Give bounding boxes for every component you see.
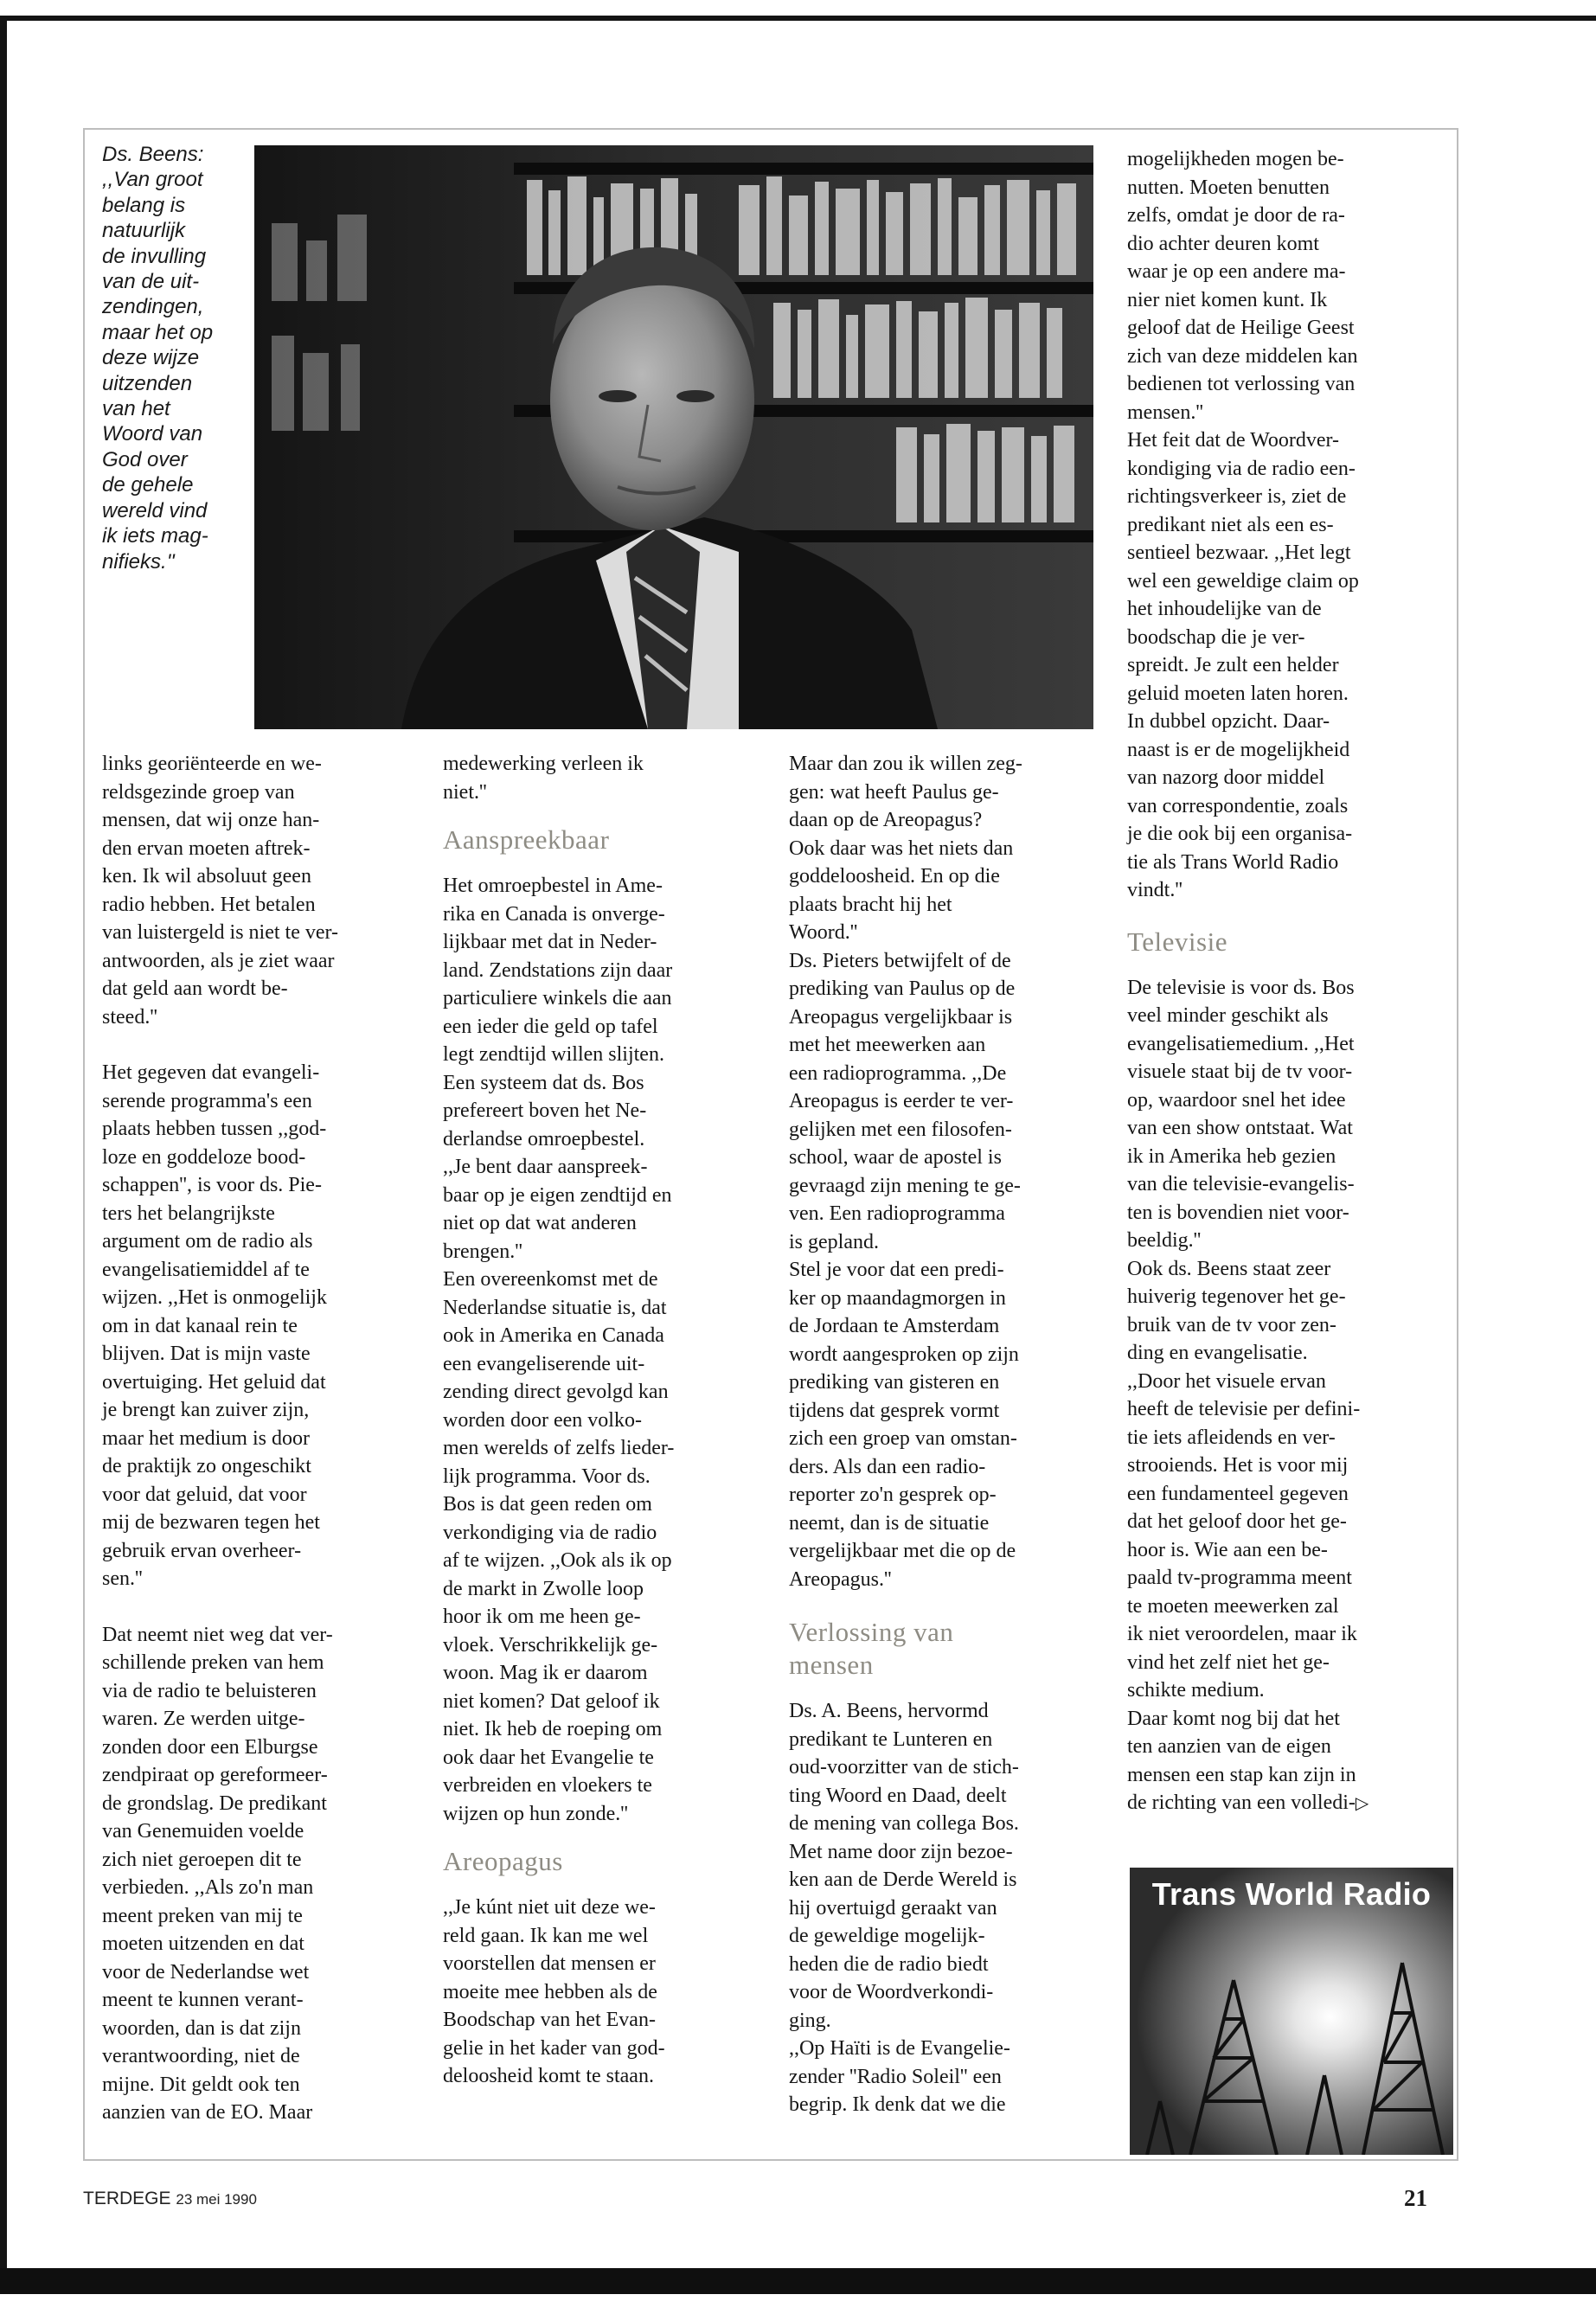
article-line: je die ook bij een organisa- bbox=[1127, 823, 1353, 845]
article-line: plaats bracht hij het bbox=[789, 893, 952, 916]
article-line: van Genemuiden voelde bbox=[102, 1820, 304, 1843]
article-line: sen.'' bbox=[102, 1567, 143, 1590]
article-line: van die televisie-evangelis- bbox=[1127, 1173, 1355, 1195]
article-line: gevraagd zijn mening te ge- bbox=[789, 1174, 1021, 1197]
article-line: verbreiden en vloekers te bbox=[443, 1774, 652, 1797]
article-line: legt zendtijd willen slijten. bbox=[443, 1043, 664, 1066]
article-line: om in dat kanaal rein te bbox=[102, 1314, 298, 1337]
article-column-2 bbox=[443, 750, 754, 2091]
article-line: daan op de Areopagus? bbox=[789, 809, 983, 831]
article-line: je brengt kan zuiver zijn, bbox=[102, 1399, 310, 1421]
article-line: Ds. Pieters betwijfelt of de bbox=[789, 949, 1011, 972]
article-line: land. Zendstations zijn daar bbox=[443, 958, 673, 982]
caption-line: de gehele bbox=[102, 473, 194, 497]
article-line: lijk programma. Voor ds. bbox=[443, 1465, 651, 1488]
portrait-photo-graphic bbox=[254, 145, 1093, 729]
top-border-rule bbox=[0, 16, 1596, 21]
article-line: ders. Als dan een radio- bbox=[789, 1455, 986, 1478]
article-line: spreidt. Je zult een helder bbox=[1127, 654, 1339, 676]
publication-date: 23 mei 1990 bbox=[176, 2191, 257, 2208]
column-4-section-a bbox=[1127, 145, 1439, 905]
article-line: een fundamenteel gegeven bbox=[1127, 1482, 1349, 1505]
article-line: vloek. Verschrikkelijk ge- bbox=[443, 1633, 658, 1657]
article-line: zender ''Radio Soleil'' een bbox=[789, 2065, 1002, 2088]
article-line: Het feit dat de Woordver- bbox=[1127, 429, 1340, 452]
article-line: radio hebben. Het betalen bbox=[102, 893, 316, 916]
column-3-section-b bbox=[789, 1697, 1100, 2119]
article-line: gelijken met een filosofen- bbox=[789, 1118, 1012, 1141]
caption-line: ik iets mag- bbox=[102, 524, 208, 548]
article-line: moeite mee hebben als de bbox=[443, 1980, 657, 2003]
article-column-3 bbox=[789, 750, 1100, 2119]
article-line: reldsgezinde groep van bbox=[102, 780, 295, 804]
article-line: paald tv-programma meent bbox=[1127, 1567, 1352, 1589]
article-line: reld gaan. Ik kan me wel bbox=[443, 1924, 649, 1947]
article-line: mensen, dat wij onze han- bbox=[102, 809, 320, 831]
article-line: ik niet veroordelen, maar ik bbox=[1127, 1623, 1357, 1645]
article-line: woorden, dan is dat zijn bbox=[102, 2016, 301, 2040]
article-line: is gepland. bbox=[789, 1230, 879, 1253]
article-line: brengen.'' bbox=[443, 1240, 522, 1263]
article-line: heden die de radio biedt bbox=[789, 1952, 989, 1976]
article-line: Areopagus vergelijkbaar is bbox=[789, 1005, 1013, 1029]
article-line: niet. Ik heb de roeping om bbox=[443, 1718, 663, 1740]
article-line: meent te kunnen verant- bbox=[102, 1989, 304, 2011]
article-line: huiverig tegenover het ge- bbox=[1127, 1285, 1346, 1308]
photo-caption bbox=[102, 142, 239, 574]
caption-line: maar het op bbox=[102, 320, 214, 344]
article-line: Dat neemt niet weg dat ver- bbox=[102, 1623, 333, 1646]
article-line: schillende preken van hem bbox=[102, 1651, 324, 1674]
column-2-section-a bbox=[443, 872, 754, 1828]
article-line: ,,Je bent daar aanspreek- bbox=[443, 1156, 648, 1178]
article-line: schikte medium. bbox=[1127, 1679, 1265, 1702]
article-line: ook daar het Evangelie te bbox=[443, 1746, 654, 1769]
article-line: vind het zelf niet het ge- bbox=[1127, 1650, 1330, 1674]
article-line: ,,Je kúnt niet uit deze we- bbox=[443, 1896, 656, 1919]
article-line: zendpiraat op gereformeer- bbox=[102, 1764, 328, 1786]
article-line: bedienen tot verlossing van bbox=[1127, 373, 1356, 395]
article-line: dio achter deuren komt bbox=[1127, 232, 1319, 255]
article-line: verantwoording, niet de bbox=[102, 2045, 300, 2067]
article-line: zich van deze middelen kan bbox=[1127, 344, 1358, 368]
column-2-intro-text bbox=[443, 750, 754, 806]
article-line: goddeloosheid. En op die bbox=[789, 865, 1000, 888]
article-line: links georiënteerde en we- bbox=[102, 753, 322, 775]
article-line: een radioprogramma. ,,De bbox=[789, 1061, 1007, 1085]
article-line: Ds. A. Beens, hervormd bbox=[789, 1700, 989, 1722]
left-border-rule bbox=[0, 16, 7, 2273]
article-line: via de radio te beluisteren bbox=[102, 1679, 317, 1702]
article-line: hoor is. Wie aan een be- bbox=[1127, 1538, 1328, 1561]
article-line: Areopagus.'' bbox=[789, 1567, 892, 1591]
article-line: op, waardoor snel het idee bbox=[1127, 1088, 1346, 1112]
article-line: ven. Een radioprogramma bbox=[789, 1202, 1005, 1225]
column-2-section-b bbox=[443, 1894, 754, 2091]
article-line: ik in Amerika heb gezien bbox=[1127, 1144, 1336, 1168]
article-line: van een show ontstaat. Wat bbox=[1127, 1117, 1353, 1139]
article-line: te moeten meewerken zal bbox=[1127, 1594, 1339, 1618]
article-line: antwoorden, als je ziet waar bbox=[102, 949, 335, 972]
article-line: ding en evangelisatie. bbox=[1127, 1342, 1308, 1364]
article-line: Een overeenkomst met de bbox=[443, 1268, 658, 1291]
article-line: serende programma's een bbox=[102, 1089, 312, 1112]
article-line: hoor ik om me heen ge- bbox=[443, 1606, 641, 1628]
column-4-section-b bbox=[1127, 974, 1439, 1817]
caption-line: nifieks.'' bbox=[102, 549, 175, 574]
article-line: een evangeliserende uit- bbox=[443, 1352, 645, 1375]
article-line: van luistergeld is niet te ver- bbox=[102, 921, 338, 944]
trans-world-radio-title: Trans World Radio bbox=[1151, 1876, 1432, 1912]
caption-line: zendingen, bbox=[102, 295, 204, 319]
article-line: visuele staat bij de tv voor- bbox=[1127, 1061, 1353, 1083]
article-line: ten is bovendien niet voor- bbox=[1127, 1201, 1349, 1224]
article-line: de geweldige mogelijk- bbox=[789, 1925, 985, 1947]
article-line: prediking van gisteren en bbox=[789, 1371, 1000, 1394]
article-line: af te wijzen. ,,Ook als ik op bbox=[443, 1549, 672, 1572]
article-line: particuliere winkels die aan bbox=[443, 987, 672, 1009]
article-line: de mening van collega Bos. bbox=[789, 1812, 1019, 1835]
article-line: ,,Door het visuele ervan bbox=[1127, 1369, 1326, 1393]
bottom-border-rule bbox=[0, 2268, 1596, 2294]
article-line: meent preken van mij te bbox=[102, 1904, 303, 1927]
article-line: wel een geweldige claim op bbox=[1127, 569, 1359, 593]
article-line: steed.'' bbox=[102, 1005, 157, 1029]
article-line: maar het medium is door bbox=[102, 1426, 310, 1450]
article-line: dat geld aan wordt be- bbox=[102, 977, 288, 1000]
article-line: argument om de radio als bbox=[102, 1230, 313, 1253]
article-line: derlandse omroepbestel. bbox=[443, 1127, 645, 1150]
caption-line: wereld vind bbox=[102, 498, 208, 522]
article-line: kondiging via de radio een- bbox=[1127, 457, 1356, 480]
caption-line: uitzenden bbox=[102, 371, 193, 395]
article-line: zich een groep van omstan- bbox=[789, 1427, 1017, 1450]
article-line: blijven. Dat is mijn vaste bbox=[102, 1343, 311, 1365]
article-line: Ook ds. Beens staat zeer bbox=[1127, 1257, 1331, 1280]
article-line: ken aan de Derde Wereld is bbox=[789, 1868, 1017, 1891]
caption-line: de invulling bbox=[102, 244, 207, 268]
heading-areopagus: Areopagus bbox=[443, 1846, 563, 1876]
article-line: vergelijkbaar met die op de bbox=[789, 1540, 1016, 1562]
caption-line: belang is bbox=[102, 193, 186, 217]
article-line: predikant te Lunteren en bbox=[789, 1727, 993, 1751]
article-line: worden door een volko- bbox=[443, 1408, 642, 1432]
article-line: van nazorg door middel bbox=[1127, 766, 1325, 789]
article-line: sentieel bezwaar. ,,Het legt bbox=[1127, 542, 1351, 564]
trans-world-radio-photo bbox=[1130, 1868, 1453, 2155]
article-line: Boodschap van het Evan- bbox=[443, 2009, 656, 2031]
page-number: 21 bbox=[1404, 2185, 1427, 2211]
article-line: Bos is dat geen reden om bbox=[443, 1493, 652, 1516]
article-line: voor dat geluid, dat voor bbox=[102, 1483, 307, 1506]
caption-line: deze wijze bbox=[102, 346, 200, 370]
article-line: schappen'', is voor ds. Pie- bbox=[102, 1174, 322, 1196]
article-line: niet.'' bbox=[443, 780, 487, 804]
article-line: de praktijk zo ongeschikt bbox=[102, 1455, 311, 1477]
article-line: rika en Canada is onverge- bbox=[443, 902, 665, 926]
article-line: ker op maandagmorgen in bbox=[789, 1286, 1006, 1310]
article-line: tie iets afleidends en ver- bbox=[1127, 1426, 1336, 1449]
paragraph-gap bbox=[102, 1031, 396, 1059]
article-line: evangelisatiemiddel af te bbox=[102, 1258, 310, 1281]
article-line: verkondiging via de radio bbox=[443, 1521, 657, 1544]
article-line: Stel je voor dat een predi- bbox=[789, 1259, 1004, 1281]
article-line: Een systeem dat ds. Bos bbox=[443, 1071, 644, 1094]
article-line: prediking van Paulus op de bbox=[789, 977, 1016, 1000]
article-line: plaats hebben tussen ,,god- bbox=[102, 1118, 327, 1140]
article-line: verbieden. ,,Als zo'n man bbox=[102, 1876, 314, 1899]
article-line: baar op je eigen zendtijd en bbox=[443, 1183, 672, 1207]
article-line: de grondslag. De predikant bbox=[102, 1791, 327, 1815]
article-line: de Jordaan te Amsterdam bbox=[789, 1315, 1000, 1337]
article-line: mensen.'' bbox=[1127, 401, 1203, 424]
paragraph-gap bbox=[102, 1593, 396, 1621]
article-line: lijkbaar met dat in Neder- bbox=[443, 931, 657, 953]
heading-aanspreekbaar: Aanspreekbaar bbox=[443, 824, 610, 855]
article-line: boodschap die je ver- bbox=[1127, 625, 1305, 649]
article-line: richtingsverkeer is, ziet de bbox=[1127, 485, 1347, 508]
article-line: woon. Mag ik er daarom bbox=[443, 1662, 648, 1684]
article-line: tijdens dat gesprek vormt bbox=[789, 1399, 1000, 1422]
article-line: dat het geloof door het ge- bbox=[1127, 1510, 1347, 1533]
article-line: gelie in het kader van god- bbox=[443, 2036, 665, 2060]
article-line: aanzien van de EO. Maar bbox=[102, 2101, 313, 2124]
column-3-section-a bbox=[789, 750, 1100, 1593]
article-line: wordt aangesproken op zijn bbox=[789, 1343, 1019, 1366]
article-line: mogelijkheden mogen be- bbox=[1127, 148, 1344, 170]
article-line: nier niet komen kunt. Ik bbox=[1127, 288, 1328, 311]
article-line: strooiends. Het is voor mij bbox=[1127, 1454, 1349, 1477]
article-line: waren. Ze werden uitge- bbox=[102, 1708, 305, 1730]
article-line: neemt, dan is de situatie bbox=[789, 1511, 990, 1535]
article-line: niet komen? Dat geloof ik bbox=[443, 1689, 660, 1713]
article-line: In dubbel opzicht. Daar- bbox=[1127, 710, 1330, 733]
article-line: overtuiging. Het geluid dat bbox=[102, 1370, 326, 1394]
article-line: mensen een stap kan zijn in bbox=[1127, 1763, 1356, 1786]
article-line: Ook daar was het niets dan bbox=[789, 836, 1014, 860]
article-line: Het omroepbestel in Ame- bbox=[443, 875, 663, 897]
article-line: zending direct gevolgd kan bbox=[443, 1381, 669, 1403]
article-line: van correspondentie, zoals bbox=[1127, 794, 1349, 817]
article-line: zonden door een Elburgse bbox=[102, 1735, 318, 1759]
article-line: ging. bbox=[789, 2009, 831, 2032]
article-line: deloosheid komt te staan. bbox=[443, 2065, 654, 2087]
article-line: met het meewerken aan bbox=[789, 1034, 986, 1056]
heading-televisie: Televisie bbox=[1127, 926, 1227, 957]
footer-publication bbox=[83, 2189, 257, 2209]
article-line: hij overtuigd geraakt van bbox=[789, 1896, 997, 1920]
article-line: loze en goddeloze bood- bbox=[102, 1145, 306, 1169]
article-line: predikant niet als een es- bbox=[1127, 513, 1334, 536]
article-line: oud-voorzitter van de stich- bbox=[789, 1756, 1019, 1779]
article-line: zich niet geroepen dit te bbox=[102, 1848, 302, 1871]
article-line: het inhoudelijke van de bbox=[1127, 598, 1322, 620]
caption-line: van de uit- bbox=[102, 270, 200, 294]
article-line: Daar komt nog bij dat het bbox=[1127, 1707, 1340, 1730]
article-line: ten aanzien van de eigen bbox=[1127, 1735, 1331, 1758]
article-line: evangelisatiemedium. ,,Het bbox=[1127, 1032, 1355, 1055]
heading-verlossing: Verlossing van mensen bbox=[789, 1617, 954, 1680]
article-line: voor de Woordverkondi- bbox=[789, 1981, 994, 2003]
article-line: gebruik ervan overheer- bbox=[102, 1539, 302, 1562]
article-line: Nederlandse situatie is, dat bbox=[443, 1296, 667, 1319]
article-line: ook in Amerika en Canada bbox=[443, 1324, 664, 1347]
caption-line: natuurlijk bbox=[102, 219, 186, 243]
article-line: reporter zo'n gesprek op- bbox=[789, 1484, 997, 1506]
article-column-1 bbox=[102, 750, 396, 2127]
article-line: zelfs, omdat je door de ra- bbox=[1127, 204, 1345, 227]
caption-line: Woord van bbox=[102, 422, 203, 446]
article-line: de richting van een volledi- bbox=[1127, 1791, 1356, 1814]
article-line: Woord.'' bbox=[789, 921, 858, 944]
caption-line: van het bbox=[102, 397, 170, 421]
article-line: ,,Op Haïti is de Evangelie- bbox=[789, 2037, 1010, 2060]
article-line: heeft de televisie per defini- bbox=[1127, 1398, 1361, 1420]
article-line: naast is er de mogelijkheid bbox=[1127, 738, 1350, 761]
article-line: bruik van de tv voor zen- bbox=[1127, 1313, 1336, 1336]
article-line: ken. Ik wil absoluut geen bbox=[102, 865, 311, 888]
article-line: school, waar de apostel is bbox=[789, 1146, 1002, 1169]
article-line: ting Woord en Daad, deelt bbox=[789, 1784, 1007, 1807]
article-line: medewerking verleen ik bbox=[443, 753, 644, 775]
caption-line: ,,Van groot bbox=[102, 168, 203, 192]
article-line: mijne. Dit geldt ook ten bbox=[102, 2073, 300, 2096]
article-line: gen: wat heeft Paulus ge- bbox=[789, 780, 999, 804]
article-line: geloof dat de Heilige Geest bbox=[1127, 317, 1355, 339]
article-column-4 bbox=[1127, 145, 1439, 1817]
article-line: beeldig.'' bbox=[1127, 1229, 1202, 1252]
continue-arrow-icon: ▷ bbox=[1355, 1792, 1369, 1813]
article-line: den ervan moeten aftrek- bbox=[102, 836, 311, 860]
article-line: nutten. Moeten benutten bbox=[1127, 176, 1330, 199]
article-line: de markt in Zwolle loop bbox=[443, 1577, 644, 1600]
article-line: geluid moeten laten horen. bbox=[1127, 682, 1349, 705]
article-line: voorstellen dat mensen er bbox=[443, 1952, 656, 1975]
article-line: niet op dat wat anderen bbox=[443, 1212, 637, 1234]
article-line: waar je op een andere ma- bbox=[1127, 260, 1346, 283]
article-line: tie als Trans World Radio bbox=[1127, 850, 1339, 874]
article-line: Het gegeven dat evangeli- bbox=[102, 1061, 320, 1084]
caption-line: Ds. Beens: bbox=[102, 143, 204, 166]
portrait-photo bbox=[254, 145, 1093, 729]
article-line: prefereert boven het Ne- bbox=[443, 1099, 647, 1122]
caption-line: God over bbox=[102, 447, 188, 471]
article-line: veel minder geschikt als bbox=[1127, 1004, 1329, 1027]
article-line: Areopagus is eerder te ver- bbox=[789, 1090, 1014, 1112]
article-line: voor de Nederlandse wet bbox=[102, 1960, 310, 1984]
article-line: Met name door zijn bezoe- bbox=[789, 1840, 1013, 1863]
article-line: mij de bezwaren tegen het bbox=[102, 1511, 320, 1534]
article-line: begrip. Ik denk dat we die bbox=[789, 2093, 1006, 2116]
article-line: Maar dan zou ik willen zeg- bbox=[789, 753, 1022, 775]
article-line: vindt.'' bbox=[1127, 879, 1183, 901]
article-line: De televisie is voor ds. Bos bbox=[1127, 976, 1355, 999]
article-line: ters het belangrijkste bbox=[102, 1202, 275, 1225]
article-line: wijzen. ,,Het is onmogelijk bbox=[102, 1286, 327, 1309]
article-line: moeten uitzenden en dat bbox=[102, 1932, 304, 1955]
article-line: men werelds of zelfs lieder- bbox=[443, 1437, 675, 1459]
article-line: een ieder die geld op tafel bbox=[443, 1015, 658, 1038]
article-line: wijzen op hun zonde.'' bbox=[443, 1802, 628, 1825]
publication-name: TERDEGE bbox=[83, 2189, 171, 2208]
